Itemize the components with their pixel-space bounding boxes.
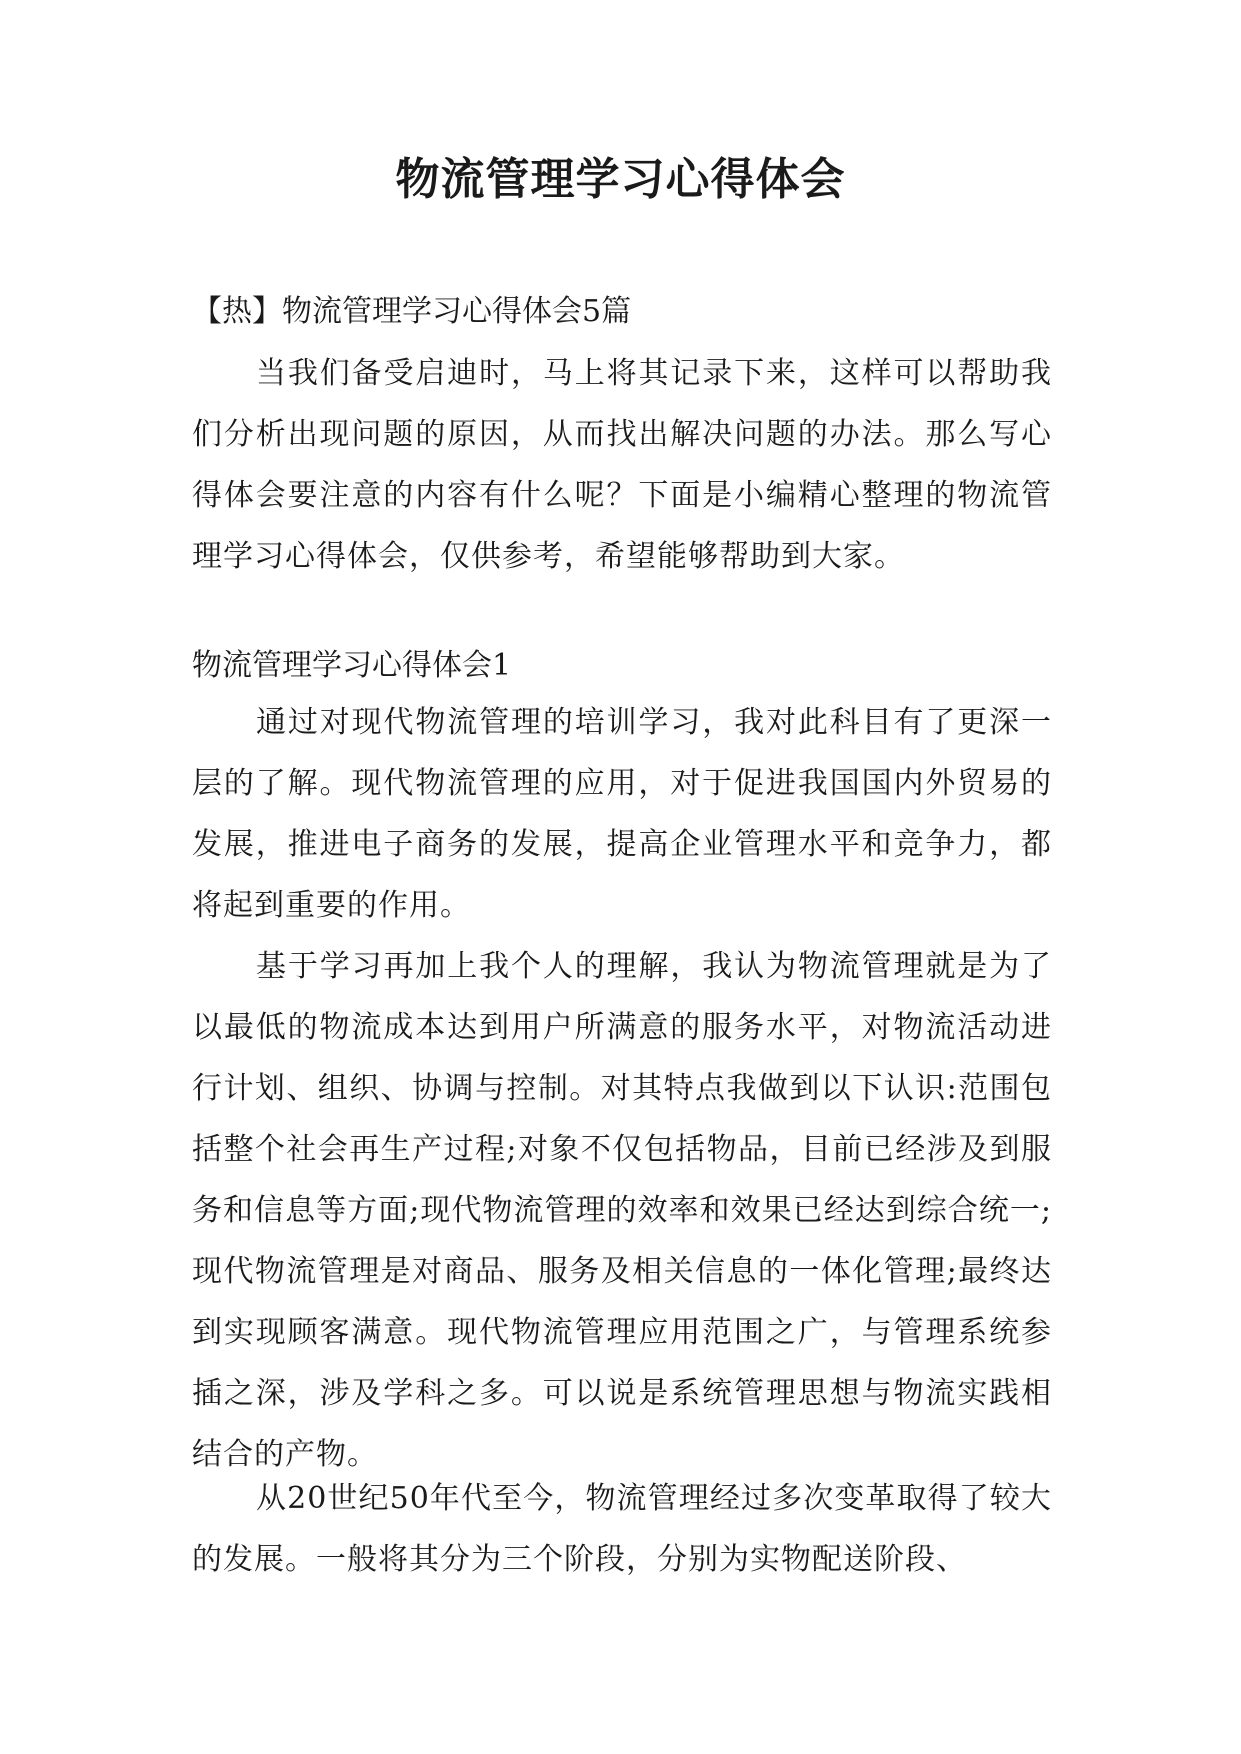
section-heading: 物流管理学习心得体会1 bbox=[192, 648, 512, 683]
document-title: 物流管理学习心得体会 bbox=[395, 154, 846, 205]
body-paragraph: 通过对现代物流管理的培训学习，我对此科目有了更深一层的了解。现代物流管理的应用，对于促进我国国内外贸易的发展，推进电子商务的发展，提高企业管理水平和竞争力，都将起到重要的作用。 bbox=[192, 705, 1052, 923]
body-paragraph: 基于学习再加上我个人的理解，我认为物流管理就是为了以最低的物流成本达到用户所满意的服务水平，对物流活动进行计划、组织、协调与控制。对其特点我做到以下认识:范围包括整个社会再生产过程;对象不仅包括物品，目前已经涉及到服务和信息等方面;现代物流管理的效率和效果已经达到综合统一;现代物流管理是对商品、服务及相关信息的一体化管理;最终达到实现顾客满意。现代物流管理应用范围之广，与管理系统参插之深，涉及学科之多。可以说是系统管理思想与物流实践相结合的产物。 bbox=[192, 949, 1052, 1472]
document-subtitle: 【热】物流管理学习心得体会5篇 bbox=[192, 294, 632, 329]
body-paragraph: 从20世纪50年代至今，物流管理经过多次变革取得了较大的发展。一般将其分为三个阶段，分别为实物配送阶段、 bbox=[192, 1481, 1052, 1577]
intro-paragraph: 当我们备受启迪时，马上将其记录下来，这样可以帮助我们分析出现问题的原因，从而找出解决问题的办法。那么写心得体会要注意的内容有什么呢？下面是小编精心整理的物流管理学习心得体会，仅供参考，希望能够帮助到大家。 bbox=[192, 356, 1052, 574]
